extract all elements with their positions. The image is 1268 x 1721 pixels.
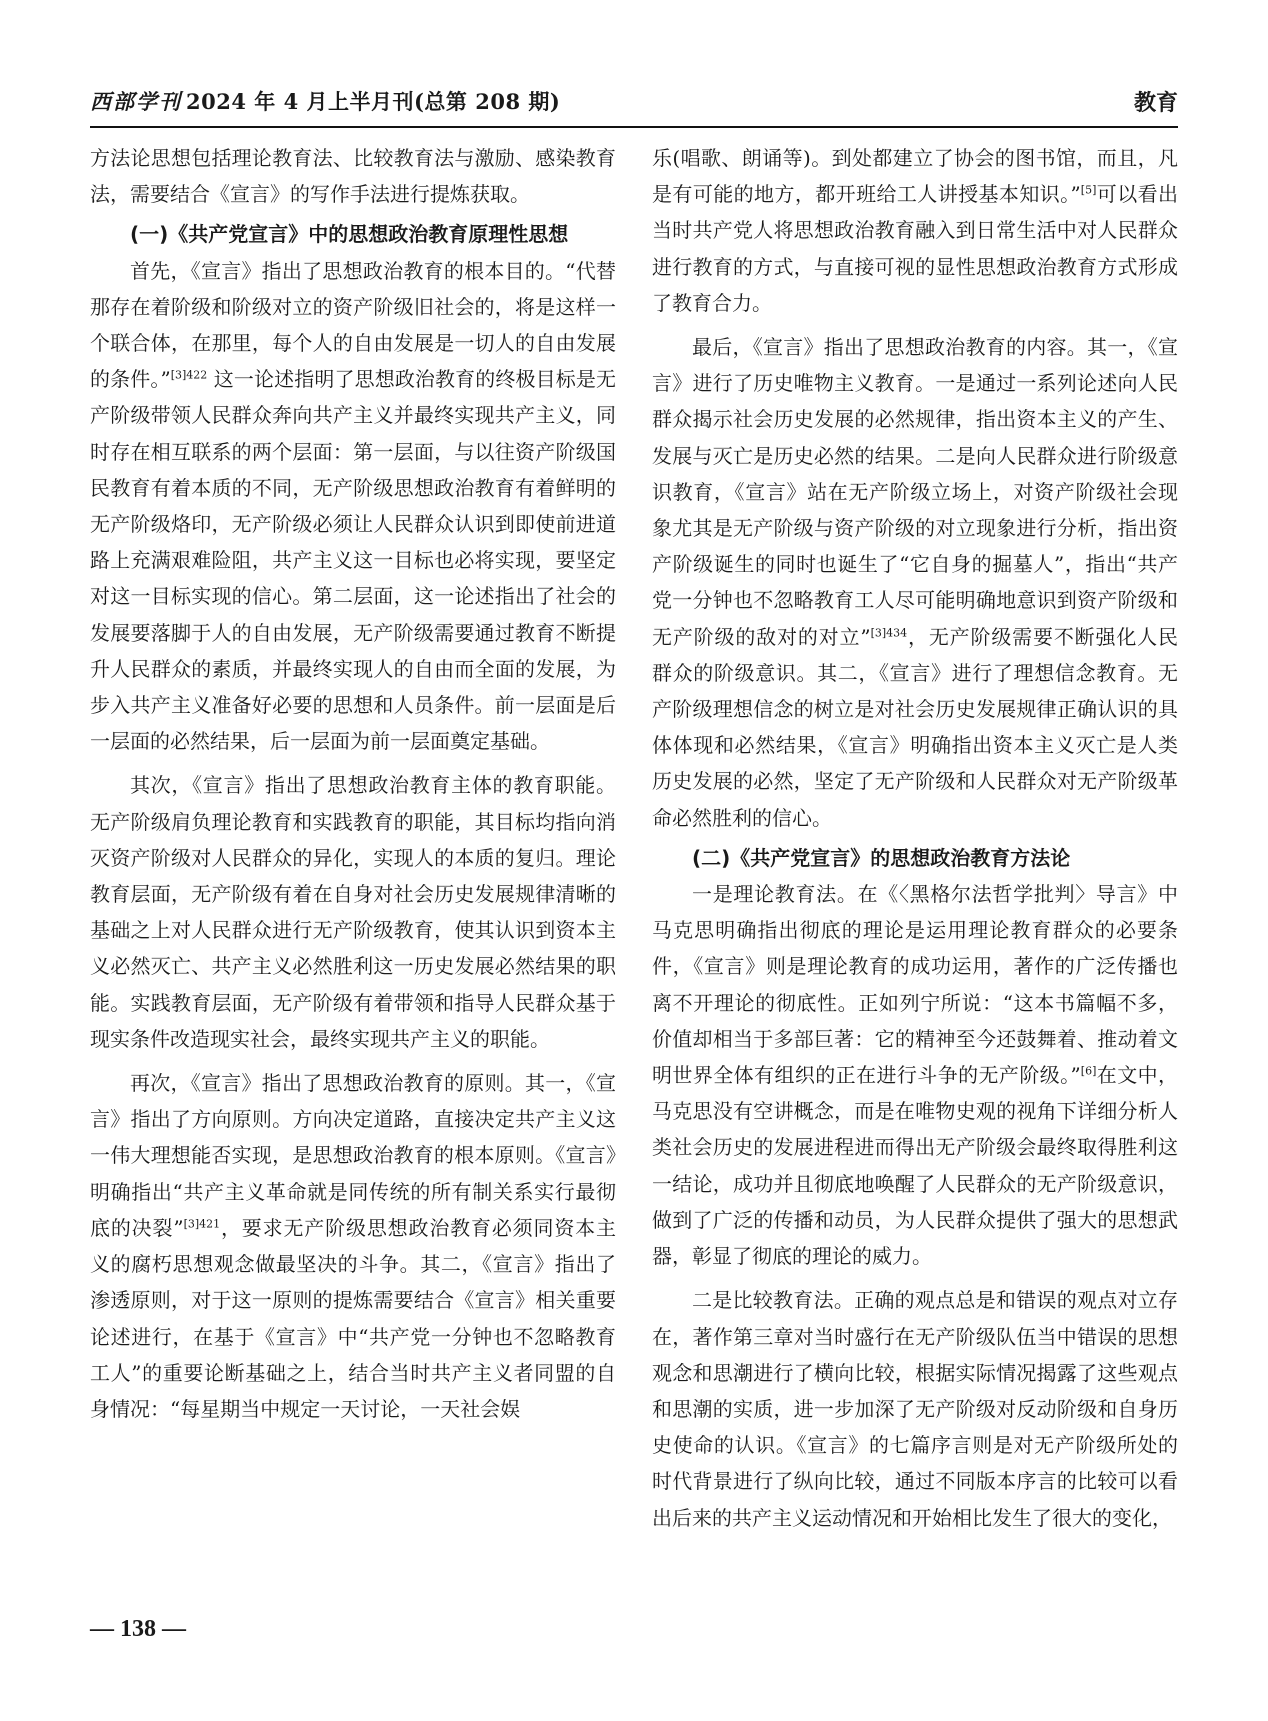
paragraph-text: 这一论述指明了思想政治教育的终极目标是无产阶级带领人民群众奔向共产主义并最终实现共产主义，同时存在相互联系的两个层面：第一层面，与以往资产阶级国民教育有着本质的不同，无产阶级思想政治教育有着鲜明的无产阶级烙印，无产阶级必须让人民群众认识到即使前进道路上充满艰难险阻，共产主义这一目标也必将实现，要坚定对这一目标实现的信心。第二层面，这一论述指出了社会的发展要落脚于人的自由发展，无产阶级需要通过教育不断提升人民群众的素质，并最终实现人的自由而全面的发展，为步入共产主义准备好必要的思想和人员条件。前一层面是后一层面的必然结果，后一层面为前一层面奠定基础。 [90, 367, 616, 754]
section-name: 教育 [1133, 91, 1178, 116]
citation: [3]434 [870, 625, 908, 639]
citation: [3]422 [170, 368, 208, 382]
section-heading: (二)《共产党宣言》的思想政治教育方法论 [692, 845, 1071, 870]
paragraph [652, 140, 1178, 321]
paragraph-text: ，无产阶级需要不断强化人民群众的阶级意识。其二，《宣言》进行了理想信念教育。无产阶级理想信念的树立是对社会历史发展规律正确认识的具体体现和必然结果，《宣言》明确指出资本主义灭亡是人类历史发展的必然，坚定了无产阶级和人民群众对无产阶级革命必然胜利的信心。 [652, 624, 1178, 830]
paragraph-text: 最后，《宣言》指出了思想政治教育的内容。其一，《宣言》进行了历史唯物主义教育。一是通过一系列论述向人民群众揭示社会历史发展的必然规律，指出资本主义的产生、发展与灭亡是历史必然的结果。二是向人民群众进行阶级意识教育，《宣言》站在无产阶级立场上，对资产阶级社会现象尤其是无产阶级与资产阶级的对立现象进行分析，指出资产阶级诞生的同时也诞生了“它自身的掘墓人”，指出“共产党一分钟也不忽略教育工人尽可能明确地意识到资产阶级和无产阶级的敌对的对立” [652, 335, 1178, 649]
paragraph [652, 876, 1178, 1274]
left-column [90, 140, 616, 1640]
paragraph: 方法论思想包括理论教育法、比较教育法与激励、感染教育法，需要结合《宣言》的写作手法进行提炼获取。 [90, 146, 616, 207]
paragraph-text: 可以看出当时共产党人将思想政治教育融入到日常生活中对人民群众进行教育的方式，与直接可视的显性思想政治教育方式形成了教育合力。 [652, 182, 1178, 315]
paragraph-text: 再次，《宣言》指出了思想政治教育的原则。其一，《宣言》指出了方向原则。方向决定道路，直接决定共产主义这一伟大理想能否实现，是思想政治教育的根本原则。《宣言》明确指出“共产主义革命就是同传统的所有制关系实行最彻底的决裂” [90, 1071, 616, 1240]
paragraph-text: 在文中，马克思没有空讲概念，而是在唯物史观的视角下详细分析人类社会历史的发展进程进而得出无产阶级会最终取得胜利这一结论，成功并且彻底地唤醒了人民群众的无产阶级意识，做到了广泛的传播和动员，为人民群众提供了强大的思想武器，彰显了彻底的理论的威力。 [652, 1063, 1178, 1269]
running-header [90, 78, 1178, 128]
right-column [652, 140, 1178, 1640]
paragraph-text: 一是理论教育法。在《〈黑格尔法哲学批判〉导言》中马克思明确指出彻底的理论是运用理论教育群众的必要条件，《宣言》则是理论教育的成功运用，著作的广泛传播也离不开理论的彻底性。正如列宁所说：“这本书篇幅不多，价值却相当于多部巨著：它的精神至今还鼓舞着、推动着文明世界全体有组织的正在进行斗争的无产阶级。” [652, 882, 1178, 1088]
section-heading: (一)《共产党宣言》中的思想政治教育原理性思想 [130, 222, 569, 247]
citation: [5] [1080, 183, 1097, 197]
paragraph: 二是比较教育法。正确的观点总是和错误的观点对立存在，著作第三章对当时盛行在无产阶级队伍当中错误的思想观念和思潮进行了横向比较，根据实际情况揭露了这些观点和思潮的实质，进一步加深了无产阶级对反动阶级和自身历史使命的认识。《宣言》的七篇序言则是对无产阶级所处的时代背景进行了纵向比较，通过不同版本序言的比较可以看出后来的共产主义运动情况和开始相比发生了很大的变化， [652, 1288, 1178, 1530]
paragraph-text: ，要求无产阶级思想政治教育必须同资本主义的腐朽思想观念做最坚决的斗争。其二，《宣言》指出了渗透原则，对于这一原则的提炼需要结合《宣言》相关重要论述进行，在基于《宣言》中“共产党一分钟也不忽略教育工人”的重要论断基础之上，结合当时共产主义者同盟的自身情况：“每星期当中规定一天讨论，一天社会娱 [90, 1215, 616, 1421]
paragraph-text: 乐(唱歌、朗诵等)。到处都建立了协会的图书馆，而且，凡是有可能的地方，都开班给工人讲授基本知识。” [652, 146, 1178, 207]
paragraph-text: 首先，《宣言》指出了思想政治教育的根本目的。“代替那存在着阶级和阶级对立的资产阶级旧社会的，将是这样一个联合体，在那里，每个人的自由发展是一切人的自由发展的条件。” [90, 258, 616, 392]
journal-title [90, 86, 560, 116]
paragraph [90, 253, 616, 760]
paragraph [90, 1065, 616, 1427]
issue-info: 2024 年 4 月上半月刊(总第 208 期) [186, 89, 561, 114]
citation: [6] [1080, 1064, 1097, 1078]
paragraph: 其次，《宣言》指出了思想政治教育主体的教育职能。无产阶级肩负理论教育和实践教育的职能，其目标均指向消灭资产阶级对人民群众的异化，实现人的本质的复归。理论教育层面，无产阶级有着在自身对社会历史发展规律清晰的基础之上对人民群众进行无产阶级教育，使其认识到资本主义必然灭亡、共产主义必然胜利这一历史发展必然结果的职能。实践教育层面，无产阶级有着带领和指导人民群众基于现实条件改造现实社会，最终实现共产主义的职能。 [90, 773, 616, 1051]
citation: [3]421 [183, 1217, 221, 1231]
paragraph [652, 329, 1178, 836]
journal-logo: 西部学刊 [90, 89, 182, 114]
page-number: — 138 — [90, 1616, 186, 1642]
